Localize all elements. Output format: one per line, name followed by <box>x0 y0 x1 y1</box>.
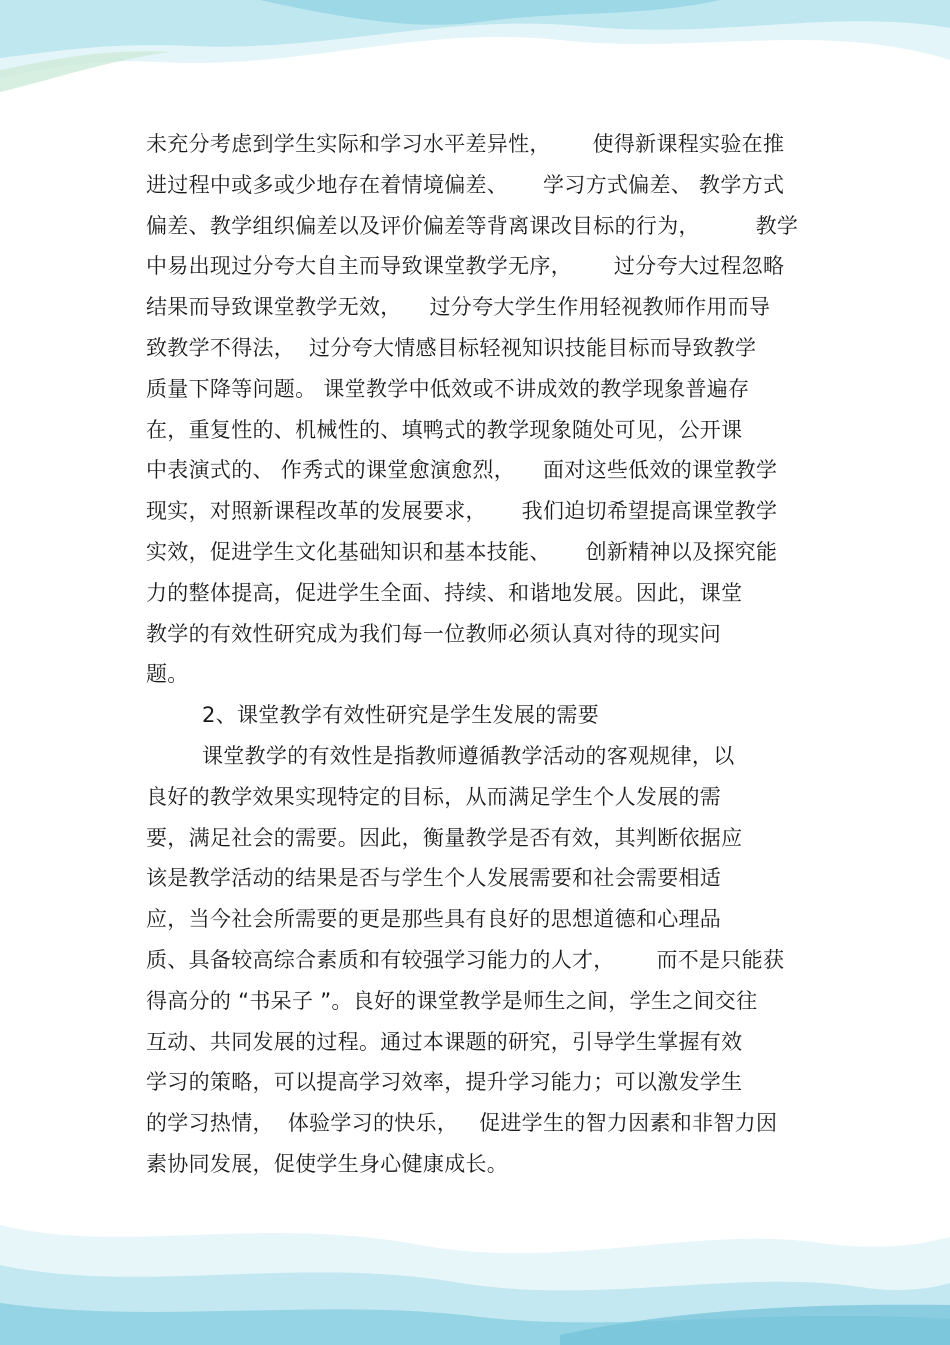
text-line: 学习的策略，可以提高学习效率，提升学习能力；可以激发学生 <box>146 1070 743 1095</box>
text-line: 进过程中或多或少地存在着情境偏差、 学习方式偏差、 教学方式 <box>146 172 785 197</box>
text-line: 质量下降等问题。 课堂教学中低效或不讲成效的教学现象普遍存 <box>146 376 750 401</box>
text-line: 该是教学活动的结果是否与学生个人发展需要和社会需要相适 <box>146 866 722 891</box>
text-line: 互动、共同发展的过程。通过本课题的研究，引导学生掌握有效 <box>146 1029 743 1054</box>
text-line: 结果而导致课堂教学无效， 过分夸大学生作用轻视教师作用而导 <box>146 295 771 320</box>
text-line: 教学的有效性研究成为我们每一位教师必须认真对待的现实问 <box>146 621 722 646</box>
text-line: 中表演式的、 作秀式的课堂愈演愈烈， 面对这些低效的课堂教学 <box>146 458 778 483</box>
text-line: 良好的教学效果实现特定的目标，从而满足学生个人发展的需 <box>146 784 722 809</box>
text-line: 偏差、教学组织偏差以及评价偏差等背离课改目标的行为， 教学 <box>146 213 799 238</box>
text-line: 现实，对照新课程改革的发展要求， 我们迫切希望提高课堂教学 <box>146 499 778 524</box>
text-line: 未充分考虑到学生实际和学习水平差异性， 使得新课程实验在推 <box>146 132 785 156</box>
bottom-wave-decoration <box>0 1185 950 1345</box>
text-line: 的学习热情， 体验学习的快乐， 促进学生的智力因素和非智力因 <box>146 1111 778 1136</box>
text-line: 要，满足社会的需要。因此，衡量教学是否有效，其判断依据应 <box>146 825 743 850</box>
text-line: 中易出现过分夸大自主而导致课堂教学无序， 过分夸大过程忽略 <box>146 254 785 279</box>
document-page <box>146 124 826 1185</box>
text-line: 实效，促进学生文化基础知识和基本技能、 创新精神以及探究能 <box>146 539 778 564</box>
text-line: 得高分的 “书呆子 ”。良好的课堂教学是师生之间，学生之间交往 <box>146 988 758 1013</box>
text-line: 应，当今社会所需要的更是那些具有良好的思想道德和心理品 <box>146 907 722 932</box>
text-line: 致教学不得法， 过分夸大情感目标轻视知识技能目标而导致教学 <box>146 335 757 360</box>
paragraph-2 <box>146 736 826 1185</box>
text-line: 题。 <box>146 662 189 687</box>
section-heading: 2、课堂教学有效性研究是学生发展的需要 <box>202 703 600 728</box>
top-wave-decoration <box>0 0 950 120</box>
text-line: 素协同发展，促使学生身心健康成长。 <box>146 1151 509 1176</box>
text-line: 力的整体提高，促进学生全面、持续、和谐地发展。因此，课堂 <box>146 580 743 605</box>
text-line: 在，重复性的、机械性的、填鸭式的教学现象随处可见，公开课 <box>146 417 743 442</box>
text-line: 质、具备较高综合素质和有较强学习能力的人才， 而不是只能获 <box>146 947 785 972</box>
paragraph-1 <box>146 124 826 695</box>
text-line: 课堂教学的有效性是指教师遵循教学活动的客观规律，以 <box>202 743 735 768</box>
